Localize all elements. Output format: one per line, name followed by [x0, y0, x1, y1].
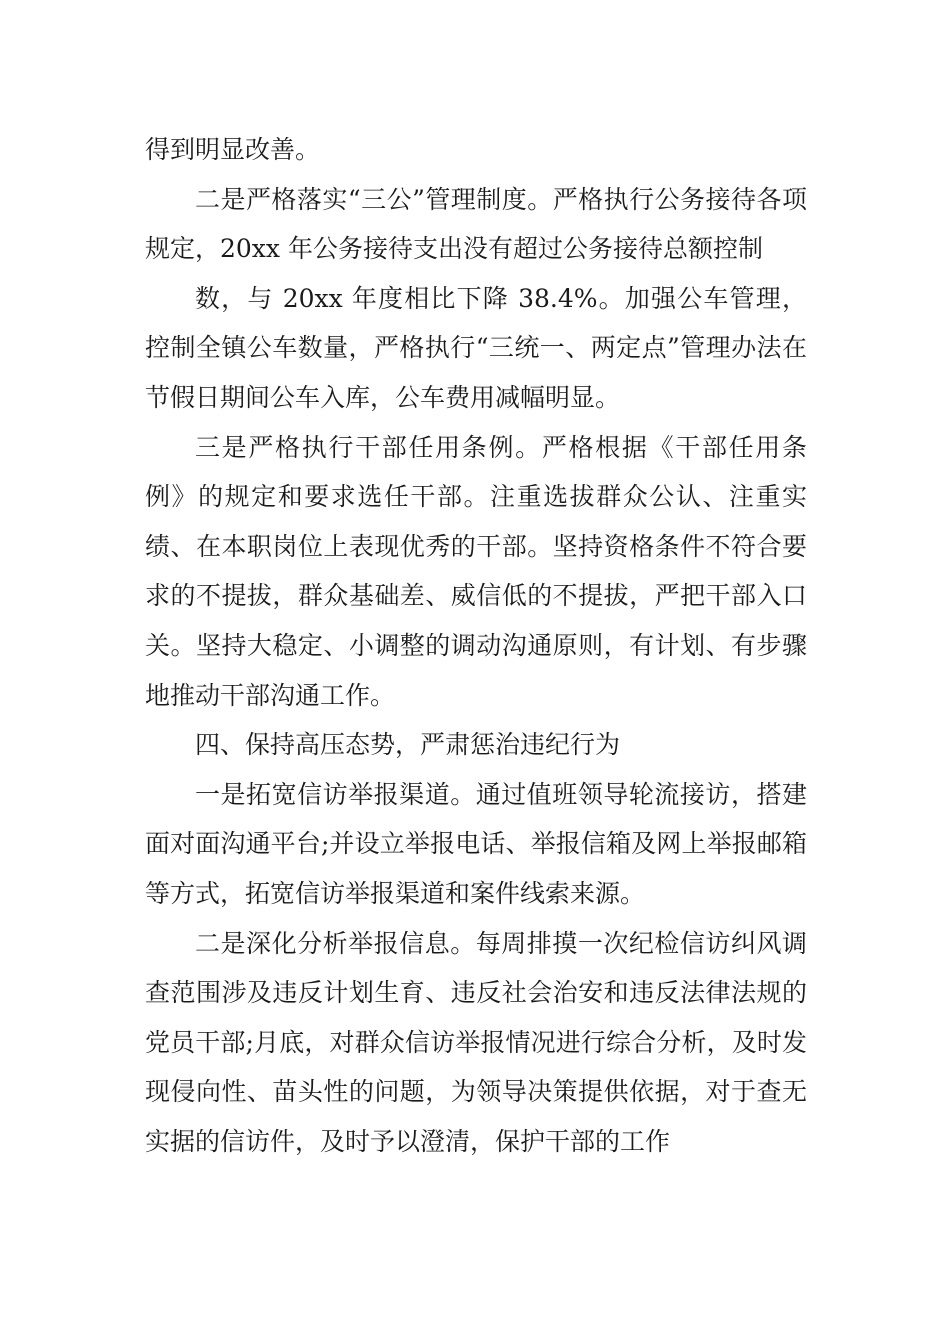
- document-body: [145, 125, 807, 1166]
- paragraph-3: 数，与 20xx 年度相比下降 38.4%。加强公车管理，控制全镇公车数量，严格执行“三统一、两定点”管理办法在节假日期间公车入库，公车费用减幅明显。: [145, 283, 807, 412]
- section-heading: 四、保持高压态势，严肃惩治违纪行为: [195, 730, 621, 760]
- paragraph-1: 得到明显改善。: [145, 135, 321, 164]
- paragraph-6: 二是深化分析举报信息。每周排摸一次纪检信访纠风调查范围涉及违反计划生育、违反社会治安和违反法律法规的党员干部;月底，对群众信访举报情况进行综合分析，及时发现侵向性、苗头性的问题，为领导决策提供依据，对于查无实据的信访件，及时予以澄清，保护干部的工作: [145, 928, 807, 1156]
- paragraph-4: 三是严格执行干部任用条例。严格根据《干部任用条例》的规定和要求选任干部。注重选拔群众公认、注重实绩、在本职岗位上表现优秀的干部。坚持资格条件不符合要求的不提拔，群众基础差、威信低的不提拔，严把干部入口关。坚持大稳定、小调整的调动沟通原则，有计划、有步骤地推动干部沟通工作。: [145, 432, 807, 710]
- paragraph-2: 二是严格落实“三公”管理制度。严格执行公务接待各项规定，20xx 年公务接待支出没有超过公务接待总额控制: [145, 184, 807, 264]
- paragraph-5: 一是拓宽信访举报渠道。通过值班领导轮流接访，搭建面对面沟通平台;并设立举报电话、举报信箱及网上举报邮箱等方式，拓宽信访举报渠道和案件线索来源。: [145, 779, 807, 908]
